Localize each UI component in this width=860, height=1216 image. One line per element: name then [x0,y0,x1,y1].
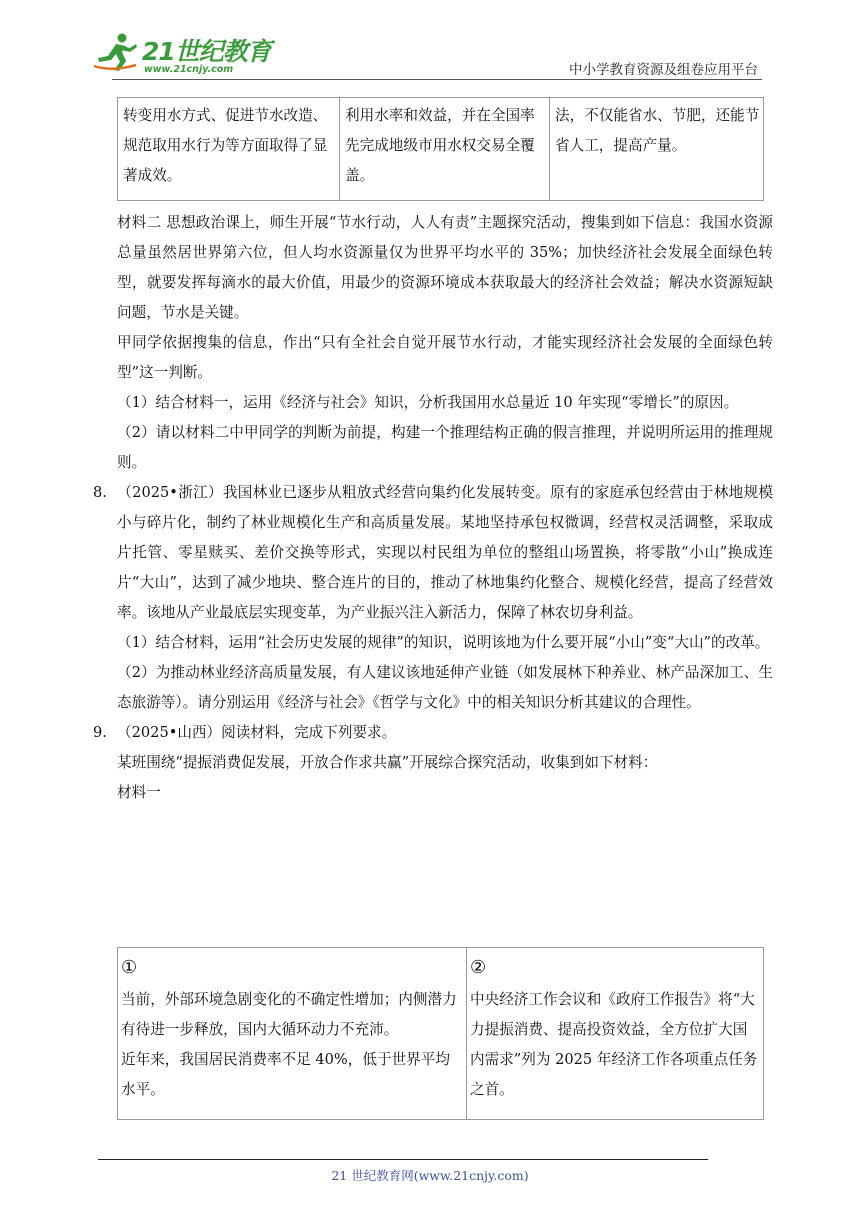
question-7-2: （2）请以材料二中甲同学的判断为前提，构建一个推理结构正确的假言推理，并说明所运用的推理规则。 [117,424,773,471]
footer-link[interactable]: 21 世纪教育网(www.21cnjy.com) [331,1168,529,1183]
question-7-1: （1）结合材料一，运用《经济与社会》知识，分析我国用水总量近 10 年实现“零增长”的原因。 [117,394,739,411]
table-row [118,948,764,1120]
logo-url: www.21cnjy.com [144,64,234,75]
question-9 [93,718,773,748]
circled-two-marker: ② [470,957,487,978]
material-2-paragraph: 材料二 思想政治课上，师生开展“节水行动，人人有责”主题探究活动，搜集到如下信息：我国水资源总量虽然居世界第六位，但人均水资源量仅为世界平均水平的 35%；加快经济社会发展全面绿色转型，就要发挥每滴水的最大价值，用最少的资源环境成本获取最大的经济社会效益；解决水资源短缺问题，节水是关键。 [117,214,773,321]
document-body [93,208,773,808]
judgement-paragraph: 甲同学依据搜集的信息，作出“只有全社会自觉开展节水行动，才能实现经济社会发展的全面绿色转型”这一判断。 [117,334,773,381]
question-8 [93,478,773,628]
table-cell-1: 转变用水方式、促进节水改造、规范取用水行为等方面取得了显著成效。 [118,98,340,201]
table-cell-3: 法，不仅能省水、节肥，还能节省人工，提高产量。 [550,98,764,201]
material-1-right-cell [467,948,764,1120]
question-8-text: （2025•浙江）我国林业已逐步从粗放式经营向集约化发展转变。原有的家庭承包经营由于林地规模小与碎片化，制约了林业规模化生产和高质量发展。某地坚持承包权微调，经营权灵活调整，采取成片托管、零星赎买、差价交换等形式，实现以村民组为单位的整组山场置换，将零散“小山”换成连片“大山”，达到了减少地块、整合连片的目的，推动了林地集约化整合、规模化经营，提高了经营效率。该地从产业最底层实现变革，为产业振兴注入新活力，保障了林农切身利益。 [117,484,773,621]
material-1-table [117,947,764,1120]
circled-one-marker: ① [121,957,138,978]
right-cell-text: 中央经济工作会议和《政府工作报告》将“大力提振消费、提高投资效益，全方位扩大国内需求”列为 2025 年经济工作各项重点任务之首。 [470,991,758,1098]
question-8-1: （1）结合材料，运用“社会历史发展的规律”的知识，说明该地为什么要开展“小山”变“大山”的改革。 [117,634,770,651]
material-1-left-cell [118,948,467,1120]
table-row [118,98,764,201]
footer-divider [98,1159,708,1160]
left-cell-line-2: 近年来，我国居民消费率不足 40%，低于世界平均水平。 [121,1051,450,1098]
site-logo[interactable] [92,30,272,82]
question-9-intro: 某班围绕“提振消费促发展，开放合作求共赢”开展综合探究活动，收集到如下材料： [117,754,658,771]
runner-icon [92,32,140,72]
question-9-material-1-label: 材料一 [117,784,161,801]
left-cell-line-1: 当前，外部环境急剧变化的不确定性增加；内侧潜力有待进一步释放，国内大循环动力不充沛。 [121,991,457,1038]
question-8-2: （2）为推动林业经济高质量发展，有人建议该地延伸产业链（如发展林下种养业、林产品深加工、生态旅游等）。请分别运用《经济与社会》《哲学与文化》中的相关知识分析其建议的合理性。 [117,664,773,711]
table-cell-2: 利用水率和效益，并在全国率先完成地级市用水权交易全覆盖。 [340,98,550,201]
page-header [0,0,860,90]
question-8-number: 8. [93,484,107,501]
question-9-text: （2025•山西）阅读材料，完成下列要求。 [117,724,397,741]
question-9-number: 9. [93,724,107,741]
logo-text: 21世纪教育 [142,37,271,66]
header-divider [112,79,762,80]
continued-table [117,97,764,201]
platform-name: 中小学教育资源及组卷应用平台 [569,62,758,78]
